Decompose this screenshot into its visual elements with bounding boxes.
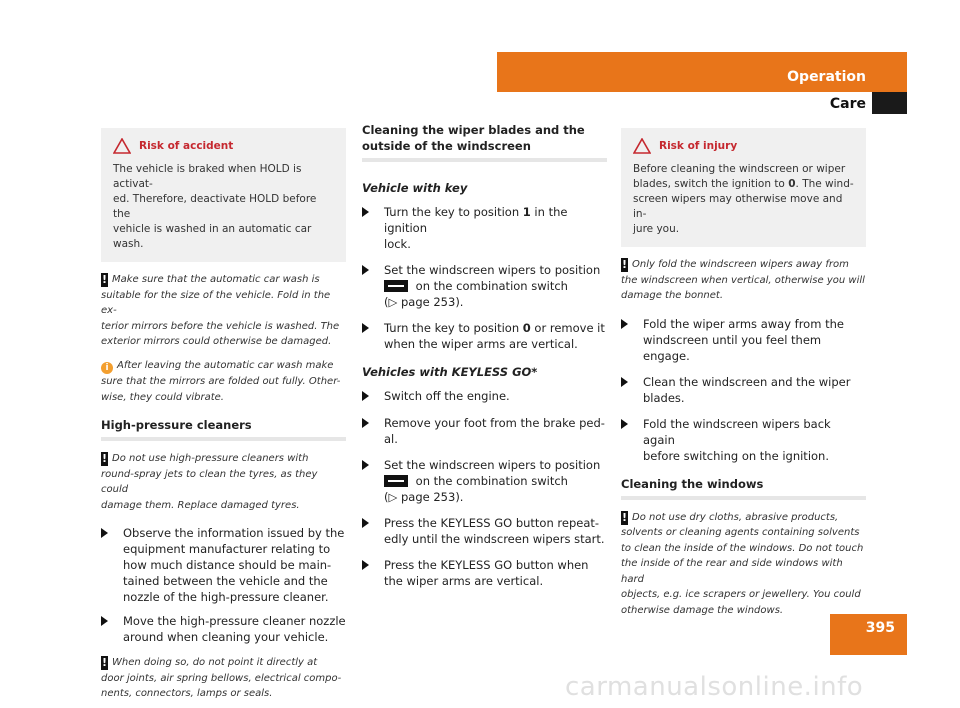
step-turn-key-0 [362,320,607,352]
position-value: 1 [522,205,531,219]
note-text: nents, connectors, lamps or seals. [101,688,273,700]
note-windows [621,510,866,619]
exclamation-icon: ! [101,656,108,670]
info-text: wise, they could vibrate. [101,391,224,403]
note-nozzle [101,655,346,702]
exclamation-icon: ! [621,258,628,271]
arrow-icon [621,374,643,406]
subheading-keyless-go: Vehicles with KEYLESS GO* [362,365,538,379]
note-text: Only fold the windscreen wipers away from [632,259,849,270]
position-value: 0 [788,178,796,190]
step-text: nozzle of the high-pressure cleaner. [123,590,329,605]
arrow-icon [621,416,643,464]
step-text: the wiper arms are vertical. [384,574,544,588]
warning-box-accident [101,128,346,262]
step-text: lock. [384,237,411,251]
page-reference: (▷ page 253). [384,295,464,309]
position-value: 0 [522,321,531,335]
section-title: Operation [787,69,866,85]
warning-text: jure you. [633,223,680,235]
arrow-icon [362,204,384,252]
heading-high-pressure: High-pressure cleaners [101,417,346,441]
arrow-icon [362,515,384,547]
note-high-pressure [101,451,346,513]
warning-title: Risk of accident [139,139,234,152]
info-text: After leaving the automatic car wash make [117,359,334,371]
subheading-vehicle-with-key: Vehicle with key [362,181,468,195]
note-text: suitable for the size of the vehicle. Fold in the ex- [101,289,331,316]
arrow-icon [101,525,123,605]
step-fold-back [621,416,866,464]
page-reference: (▷ page 253). [384,490,464,504]
subsection-title: Care [829,96,866,112]
info-mirrors [101,358,346,406]
step-text: tained between the vehicle and the [123,574,328,589]
exclamation-icon: ! [621,510,628,524]
warning-title: Risk of injury [659,139,738,152]
exclamation-icon: ! [101,452,108,466]
step-text: al. [384,432,398,446]
note-text: Make sure that the automatic car wash is [112,274,320,285]
column-left [101,128,346,702]
wiper-switch-icon [384,280,408,292]
heading-line: outside of the windscreen [362,139,531,153]
heading-wiper-blades [362,122,607,162]
note-text: round-spray jets to clean the tyres, as they could [101,468,318,496]
warning-text: screen wipers may otherwise move and in- [633,193,843,220]
step-text: or remove it [530,321,605,335]
step-set-wipers [362,262,607,310]
step-text: Press the KEYLESS GO button repeat- [384,516,600,530]
heading-cleaning-windows: Cleaning the windows [621,476,866,500]
warning-box-injury [621,128,866,247]
column-middle [362,122,607,589]
step-text: in the ignition [384,205,568,235]
page-number: 395 [865,620,895,636]
header-block [872,92,907,114]
note-text: door joints, air spring bellows, electrical compo- [101,672,342,684]
step-text: Press the KEYLESS GO button when [384,558,589,572]
step-text: Clean the windscreen and the wiper [643,374,851,389]
note-text: to clean the inside of the windows. Do not touch [621,542,864,554]
step-text: around when cleaning your vehicle. [123,630,329,645]
note-mirrors [101,272,346,350]
wiper-switch-icon [384,475,408,487]
warning-text: Before cleaning the windscreen or wiper [633,163,846,175]
step-move-nozzle [101,613,346,645]
arrow-icon [101,613,123,645]
arrow-icon [362,320,384,352]
step-text: windscreen until you feel them engage. [643,332,822,363]
step-set-wipers-keyless [362,457,607,505]
step-press-keyless-vertical [362,557,607,589]
note-text: damage the bonnet. [621,290,724,301]
arrow-icon [621,316,643,364]
step-text: Move the high-pressure cleaner nozzle [123,614,346,629]
note-text: solvents or cleaning agents containing solvents [621,527,860,538]
warning-text: vehicle is washed in an automatic car wash. [113,223,312,250]
step-observe [101,525,346,605]
arrow-icon [362,457,384,505]
warning-text: . The wind- [795,178,854,190]
step-text: Set the windscreen wipers to position [384,458,601,472]
column-right [621,128,866,618]
warning-text: blades, switch the ignition to [633,178,789,190]
step-text: when the wiper arms are vertical. [384,337,578,351]
step-fold-away [621,316,866,364]
step-text: Remove your foot from the brake ped- [384,416,605,430]
heading-line: Cleaning the wiper blades and the [362,123,585,137]
note-fold-wipers [621,257,866,304]
note-text: Do not use dry cloths, abrasive products, [632,511,839,523]
step-turn-key-1 [362,204,607,252]
step-text: Fold the wiper arms away from the [643,316,844,331]
step-text: Switch off the engine. [384,389,510,403]
step-text: edly until the windscreen wipers start. [384,532,605,546]
arrow-icon [362,388,384,405]
note-text: the windscreen when vertical, otherwise you will [621,274,865,286]
note-text: damage them. Replace damaged tyres. [101,499,300,511]
step-text: how much distance should be main- [123,558,332,573]
note-text: objects, e.g. ice scrapers or jewellery. You could [621,589,861,600]
step-clean-windscreen [621,374,866,406]
step-text: before switching on the ignition. [643,448,829,463]
step-text: equipment manufacturer relating to [123,542,331,557]
warning-text: ed. Therefore, deactivate HOLD before the [113,193,317,220]
note-text: Do not use high-pressure cleaners with [112,453,309,465]
warning-text: The vehicle is braked when HOLD is activat- [113,163,302,190]
watermark: carmanualsonline.info [565,672,864,702]
step-text: on the combination switch [412,279,568,293]
note-text: the inside of the rear and side windows with hard [621,558,843,585]
step-text: blades. [643,390,685,405]
step-text: Turn the key to position [384,321,523,335]
step-text: Observe the information issued by the [123,526,345,541]
exclamation-icon: ! [101,273,108,286]
step-text: on the combination switch [412,474,568,488]
note-text: exterior mirrors could otherwise be damaged. [101,336,332,347]
arrow-icon [362,557,384,589]
warning-triangle-icon [633,138,651,154]
info-icon: i [101,362,113,374]
arrow-icon [362,262,384,310]
info-text: sure that the mirrors are folded out fully. Other- [101,376,341,388]
note-text: terior mirrors before the vehicle is washed. The [101,320,340,332]
note-text: otherwise damage the windows. [621,604,784,616]
arrow-icon [362,415,384,447]
step-switch-off-engine [362,388,607,405]
warning-triangle-icon [113,138,131,154]
step-text: Set the windscreen wipers to position [384,263,601,277]
step-text: Turn the key to position [384,205,523,219]
note-text: When doing so, do not point it directly at [112,657,318,669]
step-text: Fold the windscreen wipers back again [643,416,831,447]
step-press-keyless-repeatedly [362,515,607,547]
step-remove-foot [362,415,607,447]
